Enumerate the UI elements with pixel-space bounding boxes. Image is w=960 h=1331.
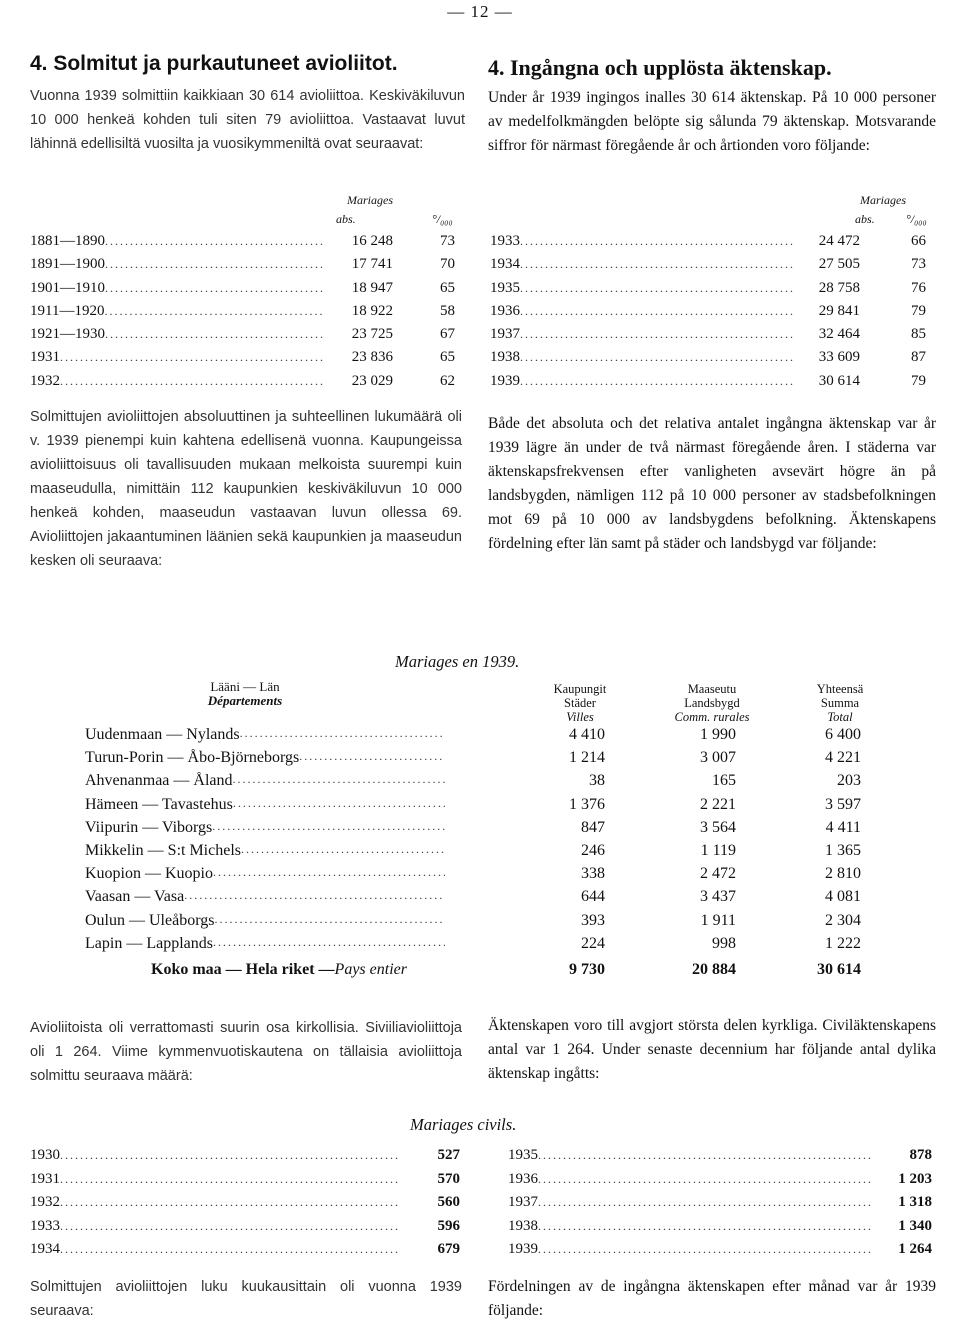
year-label: 1935: [508, 1147, 538, 1163]
rural-value: 3 437: [700, 888, 736, 906]
towns-value: 338: [581, 865, 605, 883]
leader-dots: [241, 842, 445, 860]
abs-value: 23 029: [351, 372, 393, 389]
abs-value: 27 505: [818, 256, 860, 273]
rural-col-header-sv: Landsbygd: [684, 696, 740, 710]
period-label: 1911—1920: [30, 302, 105, 319]
province-name: [85, 796, 445, 814]
abs-value: 29 841: [818, 302, 860, 319]
rate-value: 87: [911, 349, 926, 366]
table-row: [30, 233, 455, 256]
towns-value: 4 410: [569, 726, 605, 743]
leader-dots: [538, 1148, 872, 1163]
total-value: 2 304: [825, 911, 861, 929]
table-row: [30, 1218, 460, 1242]
leader-dots: [60, 350, 323, 365]
province-name-text: Ahvenanmaa — Åland: [85, 772, 233, 790]
rate-value: 73: [440, 233, 455, 249]
towns-value: 224: [581, 934, 605, 952]
leader-dots: [105, 257, 323, 272]
rate-value: 62: [440, 372, 455, 389]
rural-total: 20 884: [692, 960, 736, 978]
leader-dots: [538, 1219, 872, 1234]
leader-dots: [60, 1172, 400, 1187]
abs-value: 16 248: [351, 233, 393, 249]
left-marriage-table: [30, 233, 455, 396]
table-row: [490, 349, 926, 372]
table-row: [490, 303, 926, 326]
left-footer: Solmittujen avioliittojen luku kuukausittain oli vuonna 1939 seuraava:: [30, 1279, 462, 1319]
province-table-title: Mariages en 1939.: [395, 652, 520, 671]
table-row: [490, 373, 926, 396]
leader-dots: [538, 1172, 872, 1187]
total-value: 1 222: [825, 934, 861, 952]
leader-dots: [520, 257, 794, 272]
total-label-text: Koko maa — Hela riket —: [151, 960, 335, 978]
table-row: [30, 326, 455, 349]
rural-value: 1 990: [700, 726, 736, 743]
left-heading: 4. Solmitut ja purkautuneet avioliitot.: [30, 52, 398, 75]
towns-col-header-fi: Kaupungit: [553, 682, 607, 696]
towns-value: 246: [581, 841, 605, 859]
total-value: 4 221: [825, 749, 861, 767]
grand-total: 30 614: [817, 960, 861, 978]
towns-value: 644: [581, 888, 605, 906]
rate-value: 66: [911, 233, 926, 249]
province-name-text: Turun-Porin — Åbo-Björneborgs: [85, 749, 300, 767]
leader-dots: [299, 749, 445, 767]
table-row: [30, 1171, 460, 1195]
table-row: [490, 233, 926, 256]
leader-dots: [213, 865, 445, 883]
towns-value: 1 376: [569, 795, 605, 813]
period-label: 1931: [30, 349, 60, 366]
civil-marriages-left-table: [30, 1147, 460, 1265]
rural-col-header-fi: Maaseutu: [687, 682, 737, 696]
rural-value: 165: [712, 772, 736, 790]
period-label: 1901—1910: [30, 279, 105, 296]
right-paragraph-2-wrap: [488, 412, 936, 556]
table-row: [508, 1171, 932, 1195]
year-label: 1930: [30, 1147, 60, 1163]
table-row: [30, 349, 455, 372]
total-label: [85, 961, 445, 979]
province-col-header: [180, 680, 310, 708]
church-left-text: Avioliitoista oli verrattomasti suurin osa kirkollisia. Siviiliavioliittoja oli 1 264. Viime kymmenvuotiskautena on tällaisia avioliittoja solmittu seuraava määrä:: [30, 1020, 462, 1084]
rural-value: 1 911: [700, 911, 736, 929]
year-label: 1934: [30, 1241, 60, 1258]
leader-dots: [538, 1195, 872, 1210]
table-row: [30, 1147, 460, 1171]
table-row: [30, 303, 455, 326]
leader-dots: [520, 304, 794, 319]
civil-count: 570: [437, 1170, 460, 1187]
period-label: 1937: [490, 326, 520, 343]
province-name: [85, 935, 445, 953]
period-label: 1891—1900: [30, 256, 105, 273]
table-row: [30, 373, 455, 396]
left-paragraph-2-wrap: [30, 405, 462, 573]
civil-count: 1 318: [898, 1194, 932, 1211]
province-name-text: Viipurin — Viborgs: [85, 818, 213, 836]
total-col-header-fi: Yhteensä: [816, 682, 864, 696]
province-name: [85, 749, 445, 767]
table-row: [508, 1241, 932, 1265]
abs-value: 18 947: [351, 279, 393, 296]
civil-count: 679: [437, 1241, 460, 1258]
rate-value: 73: [911, 256, 926, 273]
rural-value: 3 564: [700, 818, 736, 836]
year-label: 1933: [30, 1217, 60, 1234]
leader-dots: [105, 327, 323, 342]
province-name-text: Hämeen — Tavastehus: [85, 795, 233, 813]
rate-value: 65: [440, 279, 455, 296]
total-value: 3 597: [825, 795, 861, 813]
abs-value: 23 725: [351, 326, 393, 343]
table-row: [30, 1241, 460, 1265]
civil-marriages-title: Mariages civils.: [410, 1115, 517, 1134]
province-name-text: Uudenmaan — Nylands: [85, 726, 240, 743]
right-intro: Under år 1939 ingingos inalles 30 614 äktenskap. På 10 000 personer av medelfolkmängden belöpte sig sålunda 79 äktenskap. Motsvarande siffror för närmast föregående år och årtionden voro följande:: [488, 89, 936, 154]
total-value: 2 810: [825, 865, 861, 883]
total-value: 4 081: [825, 888, 861, 906]
right-column: [488, 55, 936, 158]
rate-value: 85: [911, 326, 926, 343]
total-col-header-fr: Total: [827, 710, 853, 724]
year-label: 1937: [508, 1194, 538, 1211]
left-intro: Vuonna 1939 solmittiin kaikkiaan 30 614 avioliittoa. Keskiväkiluvun 10 000 henkeä kohden tuli siten 79 avioliittoa. Vastaavat luvut lähinnä edellisiltä vuosilta ja vuosikymmeniltä ovat seuraavat:: [30, 88, 465, 152]
civil-count: 1 203: [898, 1170, 932, 1187]
leader-dots: [214, 912, 445, 930]
leader-dots: [520, 374, 794, 389]
left-table-group-header: Mariages: [347, 193, 393, 207]
church-right-text: Äktenskapen voro till avgjort största delen kyrkliga. Civiläktenskapens antal var 1 264. Under senaste decennium har följande antal dylika äktenskap ingåtts:: [488, 1017, 936, 1082]
leader-dots: [105, 281, 323, 296]
year-label: 1936: [508, 1170, 538, 1187]
civil-count: 596: [437, 1217, 460, 1234]
province-name: [85, 842, 445, 860]
total-value: 203: [837, 772, 861, 790]
abs-value: 28 758: [818, 279, 860, 296]
left-paragraph-2: Solmittujen avioliittojen absoluuttinen ja suhteellinen lukumäärä oli v. 1939 pienempi kuin kahtena edellisenä vuonna. Kaupungeissa avioliittoisuus oli tavallisuuden mukaan melkoista suurempi kuin maaseudulla, nimittäin 112 kaupunkien keskiväkiluvun 10 000 henkeä kohden, maaseudun vastaavan luvun ollessa 69. Avioliittojen jakaantuminen läänien sekä kaupunkien ja maaseudun kesken oli seuraava:: [30, 409, 462, 569]
towns-value: 1 214: [569, 749, 605, 767]
right-footer-wrap: [488, 1275, 936, 1323]
table-row: [30, 280, 455, 303]
total-value: 6 400: [825, 726, 861, 743]
table-row: [30, 256, 455, 279]
year-label: 1939: [508, 1241, 538, 1258]
page-number: — 12 —: [447, 2, 513, 21]
leader-dots: [233, 796, 445, 814]
table-row: [490, 256, 926, 279]
table-row: [508, 1147, 932, 1171]
church-left-text-wrap: [30, 1016, 462, 1088]
right-marriage-table: [490, 233, 926, 396]
province-name: [85, 912, 445, 930]
left-footer-wrap: [30, 1275, 462, 1323]
table-row: [490, 280, 926, 303]
leader-dots: [233, 772, 445, 790]
towns-col-header-fr: Villes: [566, 710, 594, 724]
period-label: 1921—1930: [30, 326, 105, 343]
period-label: 1933: [490, 233, 520, 249]
abs-value: 24 472: [818, 233, 860, 249]
towns-value: 38: [589, 772, 605, 790]
towns-col-header-sv: Städer: [564, 696, 596, 710]
table-row: [85, 819, 875, 842]
province-name: [85, 772, 445, 790]
period-label: 1936: [490, 302, 520, 319]
year-label: 1931: [30, 1170, 60, 1187]
total-value: 1 365: [825, 841, 861, 859]
year-label: 1938: [508, 1217, 538, 1234]
abs-value: 33 609: [818, 349, 860, 366]
table-row: [508, 1194, 932, 1218]
rural-value: 998: [712, 934, 736, 952]
civil-count: 1 340: [898, 1217, 932, 1234]
towns-col-header: [530, 682, 630, 724]
leader-dots: [240, 726, 445, 744]
province-name: [85, 865, 445, 883]
province-col-header-fi: Lääni — Län: [210, 679, 280, 694]
province-name: [85, 888, 445, 906]
year-label: 1932: [30, 1194, 60, 1211]
leader-dots: [184, 888, 445, 906]
rural-value: 2 221: [700, 795, 736, 813]
right-footer: Fördelningen av de ingångna äktenskapen efter månad var år 1939 följande:: [488, 1278, 936, 1319]
leader-dots: [213, 935, 445, 953]
table-row: [30, 1194, 460, 1218]
leader-dots: [520, 234, 794, 249]
period-label: 1932: [30, 372, 60, 389]
leader-dots: [105, 234, 323, 249]
rate-value: 58: [440, 302, 455, 319]
province-table: [85, 726, 875, 984]
civil-marriages-right-table: [508, 1147, 932, 1265]
rate-value: 79: [911, 302, 926, 319]
right-table-permille-header: °/₀₀₀: [906, 212, 927, 226]
right-heading: 4. Ingångna och upplösta äktenskap.: [488, 55, 832, 80]
period-label: 1934: [490, 256, 520, 273]
period-label: 1938: [490, 349, 520, 366]
leader-dots: [60, 1242, 400, 1257]
towns-total: 9 730: [569, 960, 605, 978]
leader-dots: [60, 1148, 400, 1163]
total-row: [85, 961, 875, 984]
province-name-text: Lapin — Lapplands: [85, 934, 213, 952]
right-table-group-header: Mariages: [860, 193, 906, 207]
leader-dots: [60, 1219, 400, 1234]
rate-value: 70: [440, 256, 455, 273]
right-table-abs-header: abs.: [855, 212, 875, 226]
province-name-text: Oulun — Uleåborgs: [85, 911, 215, 929]
civil-count: 560: [437, 1194, 460, 1211]
province-name: [85, 726, 445, 744]
abs-value: 17 741: [351, 256, 393, 273]
leader-dots: [520, 350, 794, 365]
table-row: [85, 749, 875, 772]
table-row: [85, 888, 875, 911]
leader-dots: [60, 374, 323, 389]
civil-count: 527: [437, 1147, 460, 1163]
rate-value: 65: [440, 349, 455, 366]
civil-count: 1 264: [898, 1241, 932, 1258]
towns-value: 847: [581, 818, 605, 836]
rural-value: 1 119: [700, 841, 736, 859]
period-label: 1935: [490, 279, 520, 296]
leader-dots: [104, 304, 323, 319]
rural-col-header-fr: Comm. rurales: [674, 710, 750, 724]
table-row: [85, 865, 875, 888]
table-row: [85, 842, 875, 865]
right-paragraph-2: Både det absoluta och det relativa antalet ingångna äktenskap var år 1939 lägre än under de två närmast föregående åren. I städerna var äktenskapsfrekvensen efter vanligheten avsevärt högre än på landsbygden, nämligen 112 på 10 000 personer av stadsbefolkningen mot 69 på 10 000 av landsbygdens befolkning. Äktenskapens fördelning efter län samt på städer och landsbygd var följande:: [488, 415, 936, 552]
abs-value: 18 922: [351, 302, 393, 319]
abs-value: 23 836: [351, 349, 393, 366]
towns-value: 393: [581, 911, 605, 929]
leader-dots: [520, 281, 794, 296]
table-row: [85, 912, 875, 935]
table-row: [85, 796, 875, 819]
province-col-header-fr: Départements: [207, 693, 283, 708]
civil-count: 878: [909, 1147, 932, 1163]
province-name-text: Vaasan — Vasa: [85, 888, 185, 906]
province-name-text: Kuopion — Kuopio: [85, 865, 213, 883]
province-name: [85, 819, 445, 837]
left-column: [30, 52, 465, 156]
rural-value: 2 472: [700, 865, 736, 883]
total-col-header: [790, 682, 890, 724]
total-value: 4 411: [825, 818, 861, 836]
leader-dots: [538, 1242, 872, 1257]
total-col-header-sv: Summa: [820, 696, 860, 710]
period-label: 1881—1890: [30, 233, 105, 249]
leader-dots: [520, 327, 794, 342]
period-label: 1939: [490, 372, 520, 389]
left-table-permille-header: °/₀₀₀: [432, 212, 453, 226]
table-row: [85, 772, 875, 795]
abs-value: 32 464: [818, 326, 860, 343]
rural-col-header: [657, 682, 767, 724]
left-table-abs-header: abs.: [336, 212, 356, 226]
rate-value: 76: [911, 279, 926, 296]
church-right-text-wrap: [488, 1014, 936, 1086]
table-row: [508, 1218, 932, 1242]
abs-value: 30 614: [818, 372, 860, 389]
total-label-fr: Pays entier: [334, 960, 407, 978]
rate-value: 67: [440, 326, 455, 343]
rural-value: 3 007: [700, 749, 736, 767]
rate-value: 79: [911, 372, 926, 389]
leader-dots: [212, 819, 445, 837]
table-row: [85, 935, 875, 958]
table-row: [490, 326, 926, 349]
table-row: [85, 726, 875, 749]
province-name-text: Mikkelin — S:t Michels: [85, 841, 241, 859]
leader-dots: [60, 1195, 400, 1210]
